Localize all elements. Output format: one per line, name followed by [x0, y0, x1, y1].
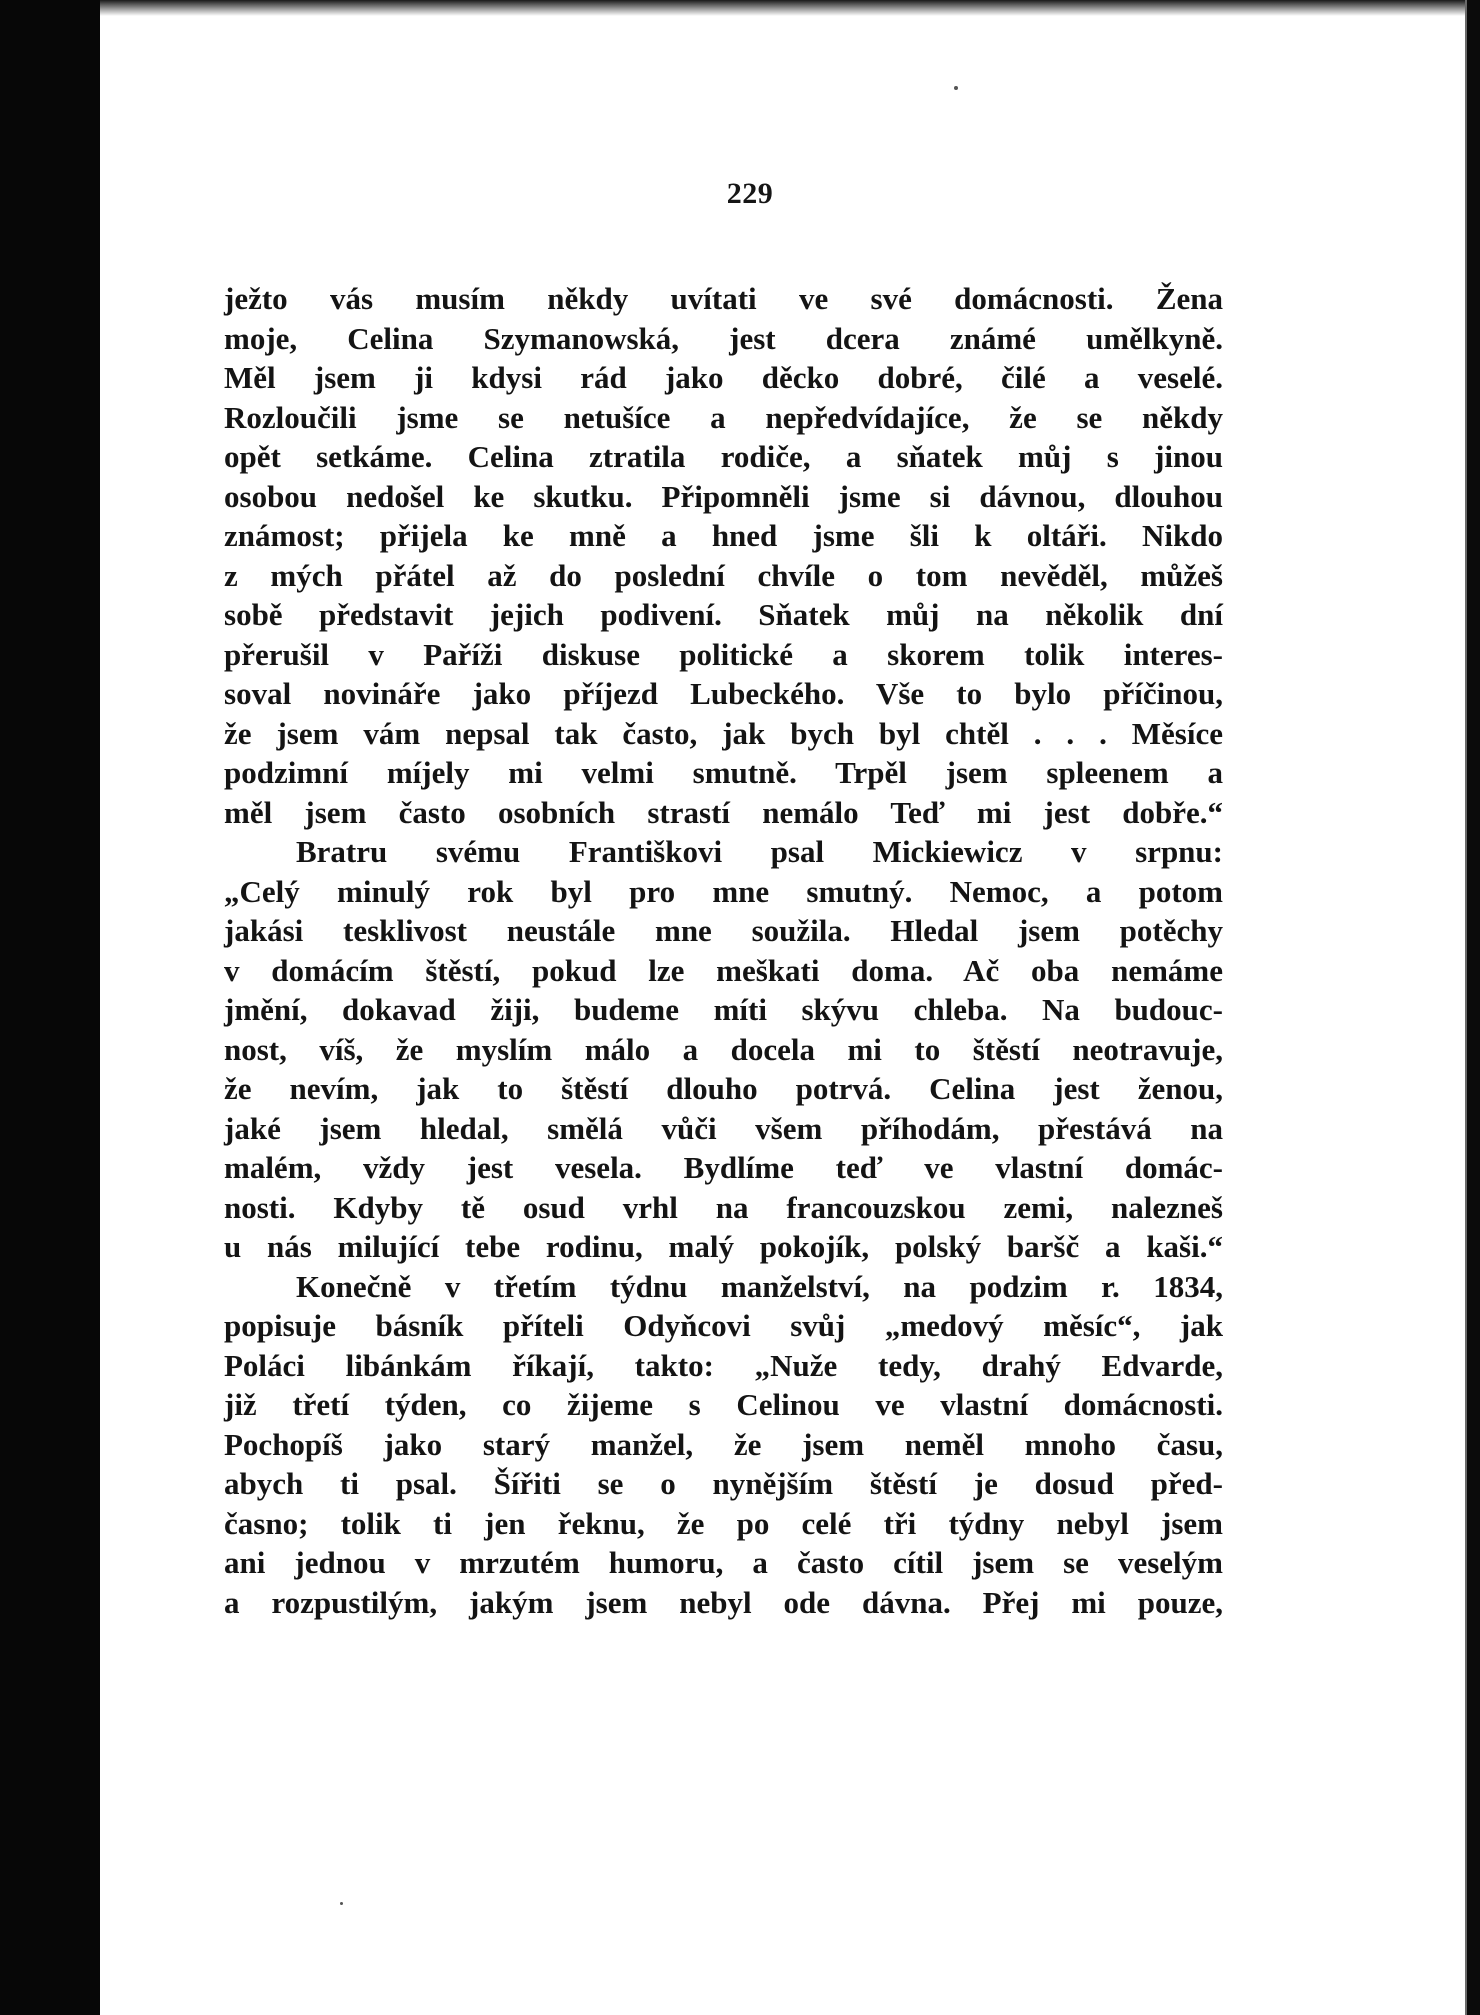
text-line: popisuje básník příteli Odyňcovi svůj „medový měsíc“, jak [224, 1308, 1223, 1343]
page-number: 229 [726, 177, 774, 210]
text-line: ježto vás musím někdy uvítati ve své domácnosti. Žena [224, 281, 1223, 316]
text-line: v domácím štěstí, pokud lze meškati doma. Ač oba nemáme [224, 952, 1223, 988]
text-line: podzimní míjely mi velmi smutně. Trpěl jsem spleenem a [224, 755, 1223, 790]
scan-left-border [0, 0, 100, 2015]
text-line: malém, vždy jest vesela. Bydlíme teď ve vlastní domác- [224, 1150, 1223, 1185]
text-line: Pochopíš jako starý manžel, že jsem neměl mnoho času, [224, 1426, 1223, 1462]
text-line: jakási tesklivost neustále mne soužila. Hledal jsem potěchy [224, 913, 1223, 948]
text-line: ani jednou v mrzutém humoru, a často cítil jsem se veselým [224, 1545, 1223, 1580]
body-text [224, 279, 1223, 1622]
text-line: Měl jsem ji kdysi rád jako děcko dobré, čilé a veselé. [224, 360, 1223, 395]
text-line: nost, víš, že myslím málo a docela mi to štěstí neotravuje, [224, 1031, 1223, 1067]
text-line: sobě představit jejich podivení. Sňatek můj na několik dní [224, 597, 1223, 632]
text-line: jaké jsem hledal, smělá vůči všem příhodám, přestává na [224, 1110, 1223, 1146]
scan-right-border [1467, 0, 1480, 2015]
text-line: abych ti psal. Šířiti se o nynějším štěstí je dosud před- [224, 1466, 1223, 1501]
text-line: jmění, dokavad žiji, budeme míti skývu chleba. Na budouc- [224, 992, 1223, 1027]
paragraph-first-line: Bratru svému Františkovi psal Mickiewicz v srpnu: [296, 834, 1223, 869]
text-line: soval novináře jako příjezd Lubeckého. Vše to bylo příčinou, [224, 676, 1223, 711]
text-line: nosti. Kdyby tě osud vrhl na francouzskou zemi, nalezneš [224, 1189, 1223, 1225]
text-line: moje, Celina Szymanowská, jest dcera známé umělkyně. [224, 320, 1223, 356]
text-line: časno; tolik ti jen řeknu, že po celé tři týdny nebyl jsem [224, 1505, 1223, 1541]
text-line: opět setkáme. Celina ztratila rodiče, a sňatek můj s jinou [224, 439, 1223, 474]
scan-top-shadow [100, 0, 1480, 16]
dust-speck [954, 86, 958, 90]
text-line: Rozloučili jsme se netušíce a nepředvídajíce, že se někdy [224, 399, 1223, 435]
paragraph-first-line: Konečně v třetím týdnu manželství, na podzim r. 1834, [296, 1268, 1223, 1304]
text-line: z mých přátel až do poslední chvíle o tom nevěděl, můžeš [224, 557, 1223, 593]
text-line: „Celý minulý rok byl pro mne smutný. Nemoc, a potom [224, 873, 1223, 909]
text-line: přerušil v Paříži diskuse politické a skorem tolik interes- [224, 636, 1223, 672]
text-line: u nás milující tebe rodinu, malý pokojík, polský baršč a kaši.“ [224, 1229, 1223, 1264]
text-line: měl jsem často osobních strastí nemálo Teď mi jest dobře.“ [224, 794, 1223, 830]
dust-speck [340, 1902, 343, 1905]
text-line: že nevím, jak to štěstí dlouho potrvá. Celina jest ženou, [224, 1071, 1223, 1106]
text-line: osobou nedošel ke skutku. Připomněli jsme si dávnou, dlouhou [224, 478, 1223, 514]
text-line: již třetí týden, co žijeme s Celinou ve vlastní domácnosti. [224, 1387, 1223, 1422]
text-line: že jsem vám nepsal tak často, jak bych byl chtěl . . . Měsíce [224, 715, 1223, 751]
text-line: Poláci libánkám říkají, takto: „Nuže tedy, drahý Edvarde, [224, 1347, 1223, 1383]
text-line: a rozpustilým, jakým jsem nebyl ode dávna. Přej mi pouze, [224, 1584, 1223, 1620]
text-line: známost; přijela ke mně a hned jsme šli k oltáři. Nikdo [224, 518, 1223, 553]
